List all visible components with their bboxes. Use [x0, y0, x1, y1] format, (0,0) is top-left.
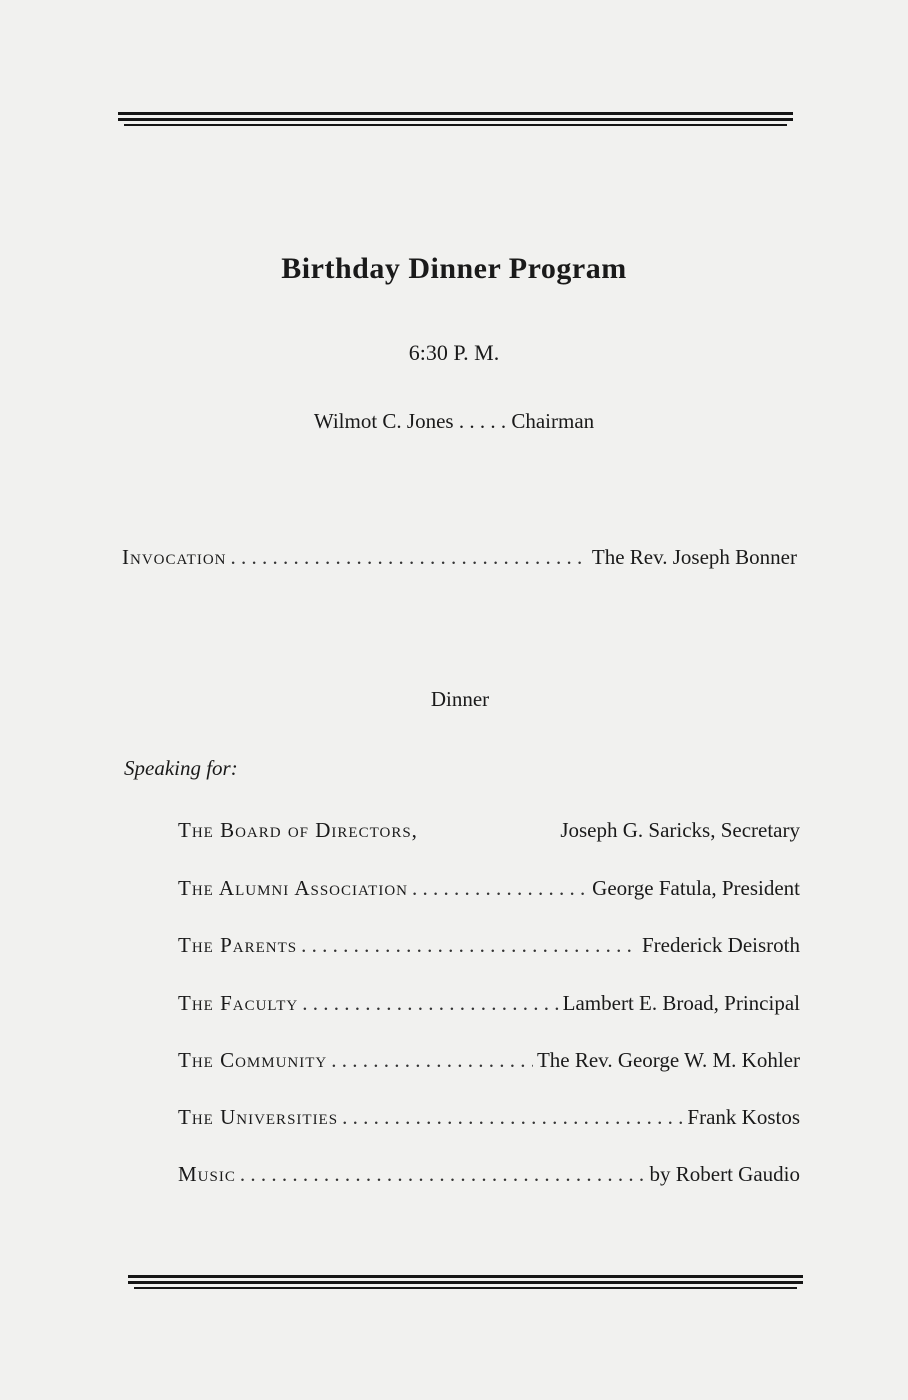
speaker-person: The Rev. George W. M. Kohler	[536, 1048, 800, 1072]
speaker-label: The Universities	[178, 1105, 339, 1129]
leader-dots	[301, 933, 638, 958]
speaker-row	[178, 991, 800, 1016]
speaking-for-label: Speaking for:	[124, 756, 238, 780]
leader-dots	[342, 1105, 683, 1130]
invocation-person: The Rev. Joseph Bonner	[591, 545, 797, 569]
speaker-row	[178, 933, 800, 958]
leader-dots	[231, 545, 588, 570]
comma-separator: ,	[411, 818, 423, 842]
program-time: 6:30 P. M.	[408, 340, 500, 365]
speaker-row	[178, 1105, 800, 1130]
speaker-label: The Parents	[178, 933, 298, 957]
chairman-role: Chairman	[511, 409, 595, 433]
leader-dots	[240, 1162, 646, 1187]
speaker-label: The Alumni Association	[178, 876, 409, 900]
speaker-row	[178, 1162, 800, 1187]
speaker-person: Frederick Deisroth	[641, 933, 800, 957]
speaker-row	[178, 818, 800, 843]
speaker-label: The Community	[178, 1048, 328, 1072]
invocation-label: Invocation	[122, 545, 227, 569]
chairman-line	[0, 409, 908, 434]
speaker-person: George Fatula, President	[592, 876, 800, 900]
leader-dots	[412, 876, 588, 901]
invocation-row	[122, 545, 797, 570]
speaker-label: Music	[178, 1162, 236, 1186]
leader-dots	[302, 991, 558, 1016]
speaker-person: Lambert E. Broad, Principal	[562, 991, 800, 1015]
dinner-heading: Dinner	[430, 687, 490, 711]
speaker-label: The Faculty	[178, 991, 299, 1015]
speaker-person: Joseph G. Saricks, Secretary	[560, 818, 800, 842]
top-rule	[118, 112, 793, 126]
speaker-person: Frank Kostos	[687, 1105, 800, 1129]
program-title: Birthday Dinner Program	[281, 252, 627, 285]
speaker-label: The Board of Directors	[178, 818, 412, 842]
chairman-dots: . . . . .	[458, 409, 512, 433]
leader-dots	[331, 1048, 533, 1073]
bottom-rule	[128, 1275, 803, 1289]
chairman-name: Wilmot C. Jones	[313, 409, 454, 433]
speaker-person: by Robert Gaudio	[649, 1162, 800, 1186]
speaker-row	[178, 876, 800, 901]
speaker-row	[178, 1048, 800, 1073]
